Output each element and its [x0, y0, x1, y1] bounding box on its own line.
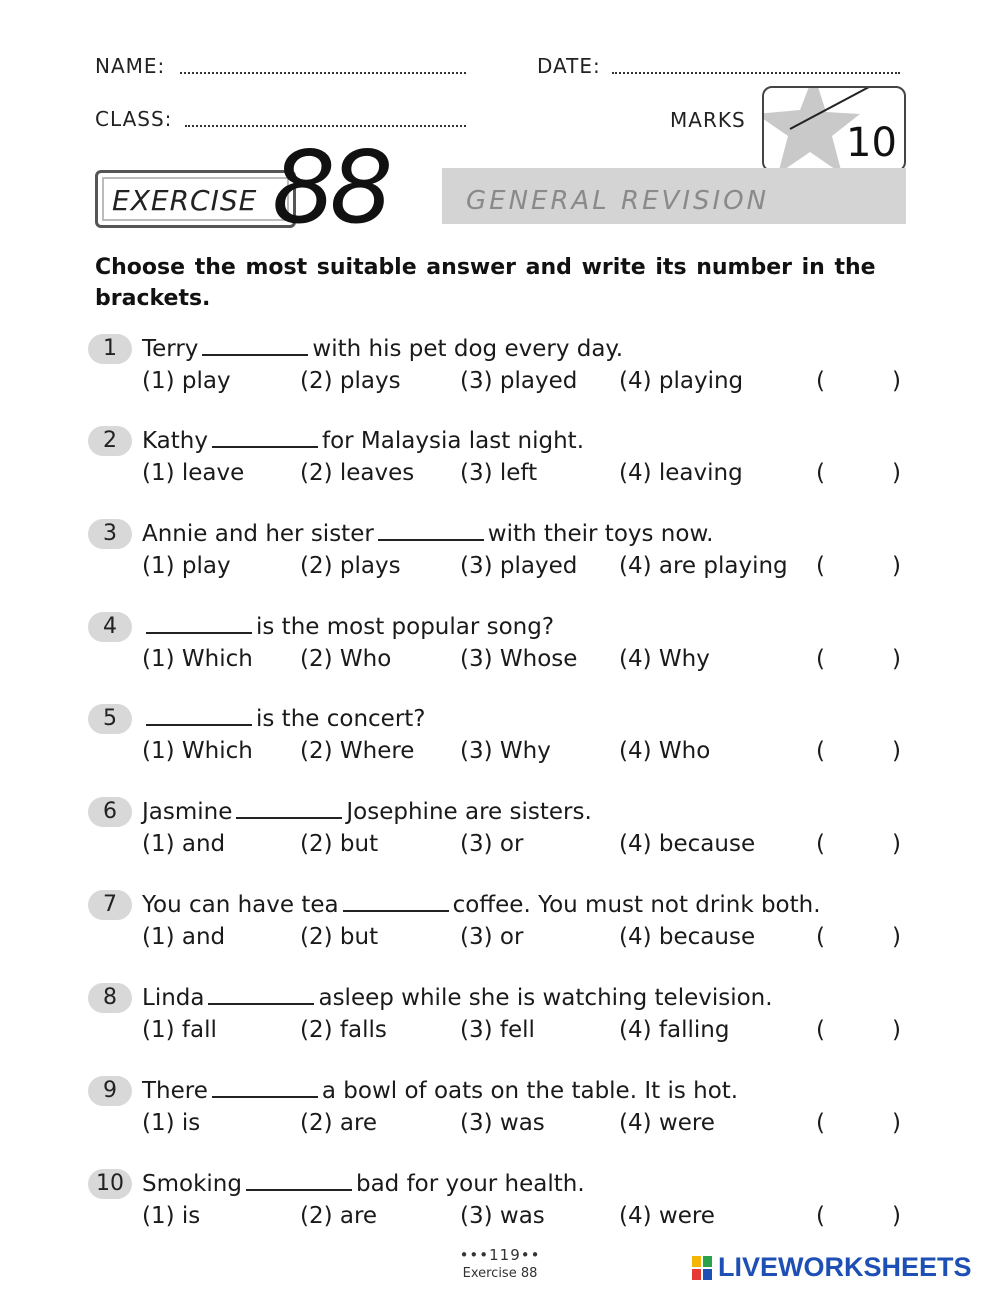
answer-bracket-open[interactable]: (	[816, 368, 825, 394]
option-4: (4) are playing	[619, 553, 788, 579]
answer-bracket-close[interactable]: )	[892, 1110, 901, 1136]
option-3: (3) Whose	[460, 646, 578, 672]
option-3: (3) left	[460, 460, 538, 486]
liveworksheets-brand[interactable]: LIVEWORKSHEETS	[718, 1252, 972, 1282]
option-2: (2) are	[300, 1110, 378, 1136]
exercise-label: EXERCISE	[112, 184, 258, 217]
option-3: (3) was	[460, 1203, 545, 1229]
option-4: (4) because	[619, 924, 756, 950]
option-4: (4) leaving	[619, 460, 743, 486]
answer-blank	[146, 706, 252, 726]
question-suffix: with their toys now.	[487, 521, 714, 547]
option-2: (2) Who	[300, 646, 392, 672]
question-prefix: Jasmine	[142, 799, 233, 825]
option-3: (3) played	[460, 368, 578, 394]
option-4: (4) falling	[619, 1017, 730, 1043]
option-2: (2) but	[300, 831, 379, 857]
question-text	[142, 426, 584, 456]
option-2: (2) are	[300, 1203, 378, 1229]
answer-blank	[378, 521, 484, 541]
option-2: (2) plays	[300, 553, 401, 579]
answer-bracket-open[interactable]: (	[816, 646, 825, 672]
answer-bracket-open[interactable]: (	[816, 1017, 825, 1043]
answer-bracket-close[interactable]: )	[892, 553, 901, 579]
option-4: (4) Who	[619, 738, 711, 764]
option-3: (3) fell	[460, 1017, 535, 1043]
answer-blank	[343, 892, 449, 912]
name-field-line[interactable]	[180, 72, 466, 74]
liveworksheets-logo-icon	[692, 1256, 712, 1280]
option-1: (1) Which	[142, 738, 253, 764]
question-number: 7	[88, 890, 132, 920]
date-field-line[interactable]	[612, 72, 900, 74]
question-suffix: Josephine are sisters.	[346, 799, 592, 825]
question-suffix: with his pet dog every day.	[312, 336, 624, 362]
option-4: (4) were	[619, 1110, 715, 1136]
option-1: (1) and	[142, 831, 226, 857]
answer-bracket-close[interactable]: )	[892, 460, 901, 486]
question-text	[142, 1169, 585, 1199]
question-number: 8	[88, 983, 132, 1013]
question-number: 5	[88, 704, 132, 734]
question-text	[142, 612, 554, 642]
question-text	[142, 983, 773, 1013]
question-text	[142, 334, 623, 364]
answer-blank	[212, 1078, 318, 1098]
answer-bracket-close[interactable]: )	[892, 924, 901, 950]
question-suffix: coffee. You must not drink both.	[452, 892, 821, 918]
exercise-number: 88	[272, 129, 388, 246]
question-suffix: a bowl of oats on the table. It is hot.	[321, 1078, 739, 1104]
option-3: (3) or	[460, 924, 524, 950]
page-number: •••119••	[459, 1246, 541, 1264]
answer-bracket-close[interactable]: )	[892, 1203, 901, 1229]
question-prefix: There	[142, 1078, 208, 1104]
answer-blank	[146, 614, 252, 634]
option-1: (1) leave	[142, 460, 245, 486]
class-label: CLASS:	[95, 107, 173, 131]
question-suffix: for Malaysia last night.	[321, 428, 585, 454]
answer-blank	[212, 428, 318, 448]
question-text	[142, 890, 821, 920]
option-3: (3) was	[460, 1110, 545, 1136]
question-text	[142, 1076, 738, 1106]
option-2: (2) Where	[300, 738, 415, 764]
answer-blank	[208, 985, 314, 1005]
question-number: 10	[88, 1169, 132, 1199]
option-1: (1) Which	[142, 646, 253, 672]
class-field-line[interactable]	[185, 125, 466, 127]
option-4: (4) were	[619, 1203, 715, 1229]
question-number: 2	[88, 426, 132, 456]
option-2: (2) but	[300, 924, 379, 950]
name-label: NAME:	[95, 54, 166, 78]
marks-total: 10	[846, 120, 897, 166]
date-label: DATE:	[537, 54, 601, 78]
answer-bracket-close[interactable]: )	[892, 738, 901, 764]
option-1: (1) play	[142, 553, 231, 579]
answer-bracket-open[interactable]: (	[816, 924, 825, 950]
option-2: (2) falls	[300, 1017, 387, 1043]
answer-bracket-open[interactable]: (	[816, 831, 825, 857]
option-4: (4) playing	[619, 368, 744, 394]
option-2: (2) plays	[300, 368, 401, 394]
option-4: (4) because	[619, 831, 756, 857]
option-1: (1) fall	[142, 1017, 217, 1043]
question-prefix: Terry	[142, 336, 199, 362]
question-number: 1	[88, 334, 132, 364]
question-number: 3	[88, 519, 132, 549]
question-number: 9	[88, 1076, 132, 1106]
answer-bracket-open[interactable]: (	[816, 553, 825, 579]
option-1: (1) play	[142, 368, 231, 394]
marks-box	[762, 86, 906, 172]
question-suffix: is the concert?	[256, 706, 426, 732]
answer-bracket-close[interactable]: )	[892, 1017, 901, 1043]
question-number: 6	[88, 797, 132, 827]
answer-bracket-close[interactable]: )	[892, 831, 901, 857]
option-3: (3) played	[460, 553, 578, 579]
answer-bracket-open[interactable]: (	[816, 460, 825, 486]
answer-bracket-open[interactable]: (	[816, 738, 825, 764]
question-prefix: Annie and her sister	[142, 521, 374, 547]
marks-label: MARKS	[670, 108, 746, 132]
question-text	[142, 519, 713, 549]
question-number: 4	[88, 612, 132, 642]
answer-bracket-open[interactable]: (	[816, 1203, 825, 1229]
answer-bracket-close[interactable]: )	[892, 368, 901, 394]
question-suffix: asleep while she is watching television.	[318, 985, 773, 1011]
question-text	[142, 704, 426, 734]
question-prefix: Linda	[142, 985, 205, 1011]
question-suffix: bad for your health.	[355, 1171, 585, 1197]
footer-exercise: Exercise 88	[462, 1266, 538, 1281]
exercise-title: GENERAL REVISION	[466, 186, 770, 216]
option-1: (1) and	[142, 924, 226, 950]
option-4: (4) Why	[619, 646, 710, 672]
answer-bracket-open[interactable]: (	[816, 1110, 825, 1136]
question-text	[142, 797, 592, 827]
answer-blank	[202, 336, 308, 356]
question-suffix: is the most popular song?	[256, 614, 555, 640]
question-prefix: You can have tea	[142, 892, 339, 918]
answer-blank	[236, 799, 342, 819]
option-2: (2) leaves	[300, 460, 415, 486]
option-1: (1) is	[142, 1110, 201, 1136]
question-prefix: Smoking	[142, 1171, 242, 1197]
instruction: Choose the most suitable answer and write its number in the brackets.	[95, 255, 876, 311]
answer-bracket-close[interactable]: )	[892, 646, 901, 672]
option-1: (1) is	[142, 1203, 201, 1229]
option-3: (3) Why	[460, 738, 551, 764]
answer-blank	[246, 1171, 352, 1191]
option-3: (3) or	[460, 831, 524, 857]
question-prefix: Kathy	[142, 428, 208, 454]
